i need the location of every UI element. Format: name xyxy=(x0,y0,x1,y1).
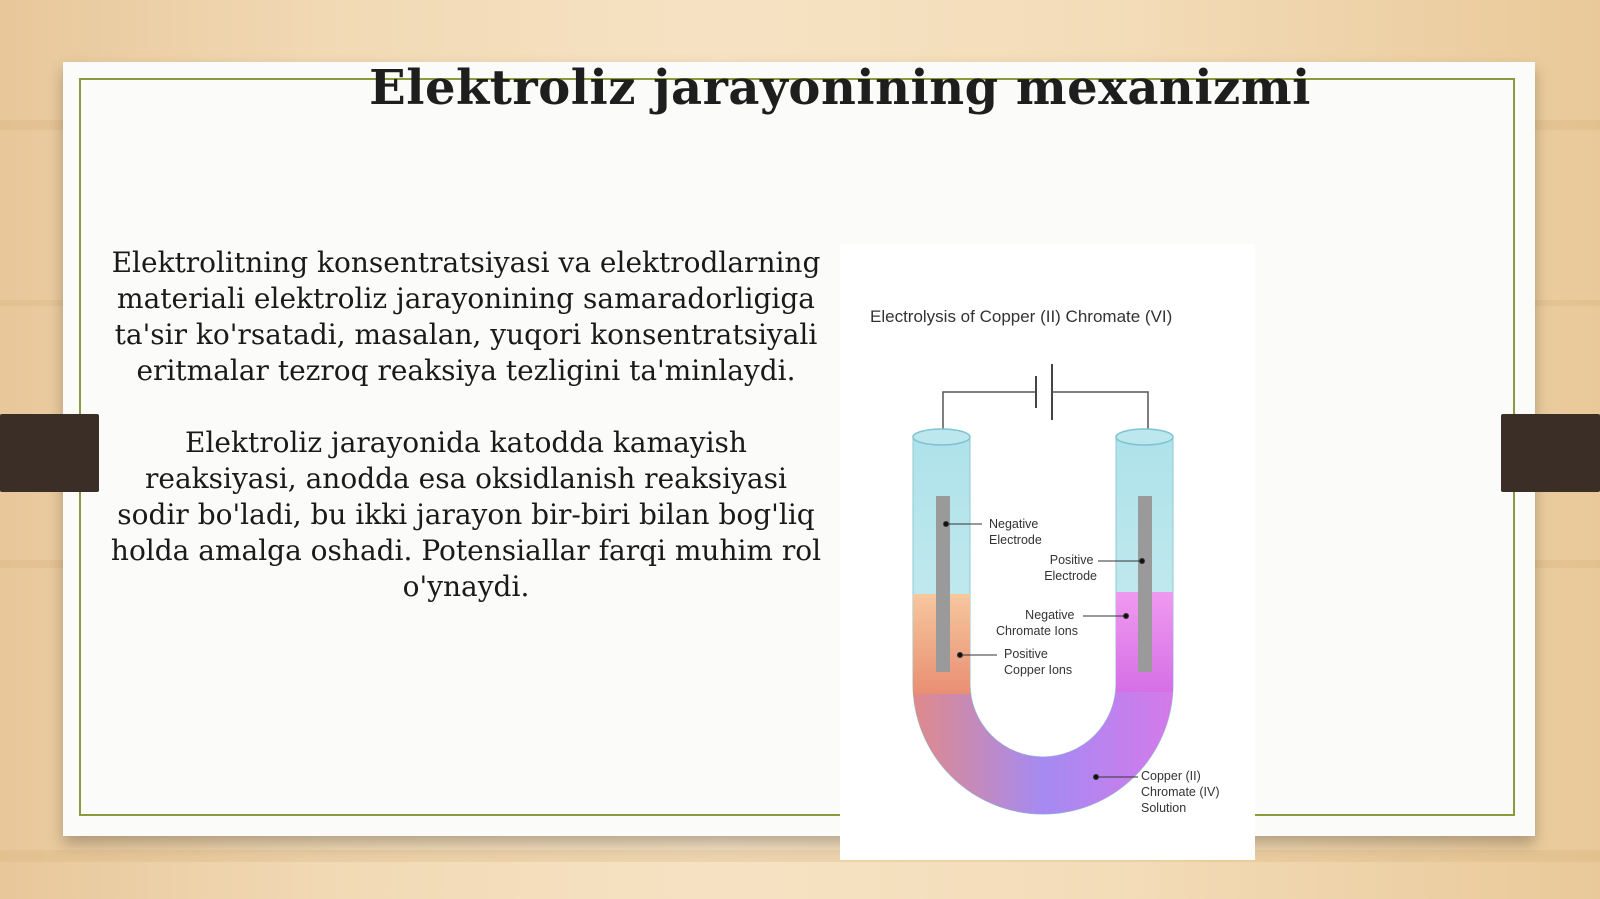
label-positive-electrode: Positive Electrode xyxy=(1044,553,1097,583)
left-binder-clip xyxy=(0,414,99,492)
right-binder-clip xyxy=(1501,414,1600,492)
diagram-title: Electrolysis of Copper (II) Chromate (VI) xyxy=(870,307,1173,326)
label-positive-copper-ions: Positive Copper Ions xyxy=(1004,647,1073,677)
slide-title: Elektroliz jarayonining mexanizmi xyxy=(369,60,1311,116)
label-negative-chromate-ions: Negative Chromate Ions xyxy=(996,608,1078,638)
paragraph-electrode-reactions: Elektroliz jarayonida katodda kamayish reaksiyasi, anodda esa oksidlanish reaksiyasi sodir bo'ladi, bu ikki jarayon bir-biri bilan bog'liq holda amalga oshadi. Potensiallar farqi muhim rol o'ynaydi. xyxy=(110,426,822,603)
label-negative-electrode: Negative Electrode xyxy=(989,517,1042,547)
label-solution: Copper (II) Chromate (IV) Solution xyxy=(1141,769,1220,815)
slide-body xyxy=(110,245,822,641)
electrolysis-diagram xyxy=(840,244,1255,860)
paragraph-concentration: Elektrolitning konsentratsiyasi va elektrodlarning materiali elektroliz jarayonining samaradorligiga ta'sir ko'rsatadi, masalan, yuqori konsentratsiyali eritmalar tezroq reaksiya tezligini ta'minlaydi. xyxy=(111,246,821,387)
electrolysis-u-tube-figure xyxy=(840,244,1255,860)
positive-electrode-rod xyxy=(1138,496,1152,672)
